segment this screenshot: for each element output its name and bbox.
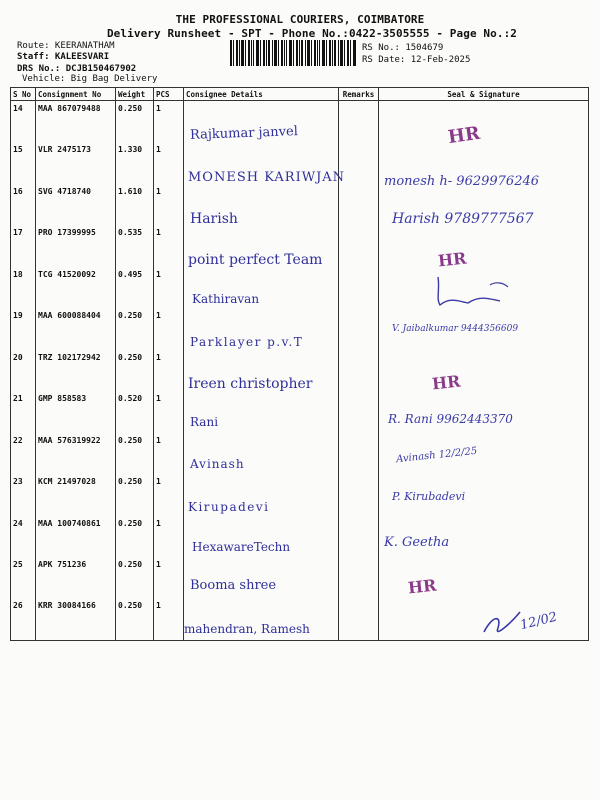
row-consignment: PRO 17399995 (36, 225, 116, 266)
signature-initials: HR (437, 248, 468, 271)
company-title: THE PROFESSIONAL COURIERS, COIMBATORE (175, 13, 425, 26)
row-remarks-cell (339, 557, 379, 598)
table-row (11, 516, 589, 557)
row-pcs: 1 (154, 598, 184, 640)
row-pcs: 1 (154, 391, 184, 432)
row-weight: 1.330 (116, 142, 154, 183)
row-consignment: MAA 100740861 (36, 516, 116, 557)
row-remarks-cell (339, 184, 379, 225)
row-consignment: MAA 867079488 (36, 101, 116, 143)
col-consignment: Consignment No (36, 88, 116, 101)
row-consignment: GMP 858583 (36, 391, 116, 432)
row-remarks-cell (339, 433, 379, 474)
row-remarks-cell (339, 101, 379, 143)
signature: V. Jaibalkumar 9444356609 (392, 324, 519, 334)
row-sno: 20 (11, 350, 36, 391)
row-sno: 18 (11, 267, 36, 308)
signature-initials: HR (407, 575, 438, 598)
row-weight: 0.250 (116, 350, 154, 391)
row-pcs: 1 (154, 142, 184, 183)
row-sno: 22 (11, 433, 36, 474)
row-weight: 1.610 (116, 184, 154, 225)
row-remarks-cell (339, 474, 379, 515)
signature: 12/02 (518, 609, 559, 634)
col-remarks: Remarks (339, 88, 379, 101)
row-pcs: 1 (154, 433, 184, 474)
row-remarks-cell (339, 350, 379, 391)
handwritten-consignee: Ireen christopher (188, 376, 313, 392)
col-consignee: Consignee Details (184, 88, 339, 101)
row-remarks-cell (339, 308, 379, 349)
row-consignment: SVG 4718740 (36, 184, 116, 225)
row-sno: 16 (11, 184, 36, 225)
row-pcs: 1 (154, 350, 184, 391)
row-weight: 0.250 (116, 516, 154, 557)
row-consignment: TCG 41520092 (36, 267, 116, 308)
row-sno: 15 (11, 142, 36, 183)
table-row (11, 557, 589, 598)
handwritten-consignee: Avinash (190, 457, 245, 471)
signature-initials: HR (431, 371, 462, 394)
row-pcs: 1 (154, 184, 184, 225)
row-consignment: VLR 2475173 (36, 142, 116, 183)
row-weight: 0.495 (116, 267, 154, 308)
row-signature-cell (379, 350, 589, 391)
handwritten-consignee: mahendran, Ramesh (184, 622, 310, 636)
handwritten-consignee: Rajkumar janvel (189, 124, 299, 143)
row-weight: 0.250 (116, 101, 154, 143)
row-consignment: TRZ 102172942 (36, 350, 116, 391)
table-row (11, 433, 589, 474)
row-pcs: 1 (154, 101, 184, 143)
signature: K. Geetha (384, 535, 450, 550)
row-pcs: 1 (154, 225, 184, 266)
row-consignment: MAA 576319922 (36, 433, 116, 474)
row-sno: 21 (11, 391, 36, 432)
row-sno: 24 (11, 516, 36, 557)
row-remarks-cell (339, 267, 379, 308)
handwritten-consignee: Rani (190, 415, 219, 429)
row-remarks-cell (339, 391, 379, 432)
row-consignment: MAA 600088404 (36, 308, 116, 349)
col-pcs: PCS (154, 88, 184, 101)
handwritten-consignee: Harish (190, 211, 238, 227)
row-consignment: APK 751236 (36, 557, 116, 598)
col-weight: Weight (116, 88, 154, 101)
handwritten-consignee: point perfect Team (188, 252, 323, 268)
route-label: Route: KEERANATHAM (17, 41, 115, 51)
table-row (11, 101, 589, 143)
row-consignment: KCM 21497028 (36, 474, 116, 515)
rs-number: RS No.: 1504679 (362, 43, 444, 53)
row-sno: 26 (11, 598, 36, 640)
row-sno: 25 (11, 557, 36, 598)
row-sno: 17 (11, 225, 36, 266)
handwritten-consignee: Booma shree (190, 578, 277, 593)
row-weight: 0.250 (116, 557, 154, 598)
row-weight: 0.250 (116, 474, 154, 515)
table-row (11, 474, 589, 515)
row-weight: 0.520 (116, 391, 154, 432)
row-consignment: KRR 30084166 (36, 598, 116, 640)
row-pcs: 1 (154, 308, 184, 349)
signature-scribble (430, 275, 520, 311)
handwritten-consignee: HexawareTechn (192, 540, 291, 554)
signature-initials: HR (446, 122, 482, 149)
signature: R. Rani 9962443370 (388, 412, 513, 426)
row-sno: 14 (11, 101, 36, 143)
vehicle-label: Vehicle: Big Bag Delivery (22, 74, 158, 84)
signature: Harish 9789777567 (392, 211, 534, 227)
handwritten-consignee: MONESH KARIWJAN (188, 170, 346, 185)
row-signature-cell (379, 101, 589, 143)
barcode-image (230, 40, 356, 66)
drs-number: DRS No.: DCJB150467902 (17, 64, 137, 74)
row-sno: 19 (11, 308, 36, 349)
row-weight: 0.250 (116, 598, 154, 640)
col-sno: S No (11, 88, 36, 101)
handwritten-consignee: Kirupadevi (188, 500, 270, 514)
row-signature-cell (379, 225, 589, 266)
signature: monesh h- 9629976246 (384, 174, 540, 189)
row-remarks-cell (339, 516, 379, 557)
row-pcs: 1 (154, 557, 184, 598)
handwritten-consignee: Kathiravan (192, 292, 260, 306)
row-remarks-cell (339, 225, 379, 266)
row-pcs: 1 (154, 474, 184, 515)
row-sno: 23 (11, 474, 36, 515)
col-signature: Seal & Signature (379, 88, 589, 101)
row-pcs: 1 (154, 267, 184, 308)
runsheet-subtitle: Delivery Runsheet - SPT - Phone No.:0422-3505555 - Page No.:2 (106, 27, 518, 40)
table-header-row (11, 88, 589, 101)
row-pcs: 1 (154, 516, 184, 557)
row-weight: 0.250 (116, 433, 154, 474)
staff-label: Staff: KALEESVARI (17, 52, 110, 62)
signature: Avinash 12/2/25 (395, 445, 478, 466)
row-remarks-cell (339, 598, 379, 640)
signature: P. Kirubadevi (392, 490, 466, 503)
row-weight: 0.535 (116, 225, 154, 266)
handwritten-consignee: Parklayer p.v.T (190, 335, 304, 349)
rs-date: RS Date: 12-Feb-2025 (362, 55, 471, 65)
row-weight: 0.250 (116, 308, 154, 349)
